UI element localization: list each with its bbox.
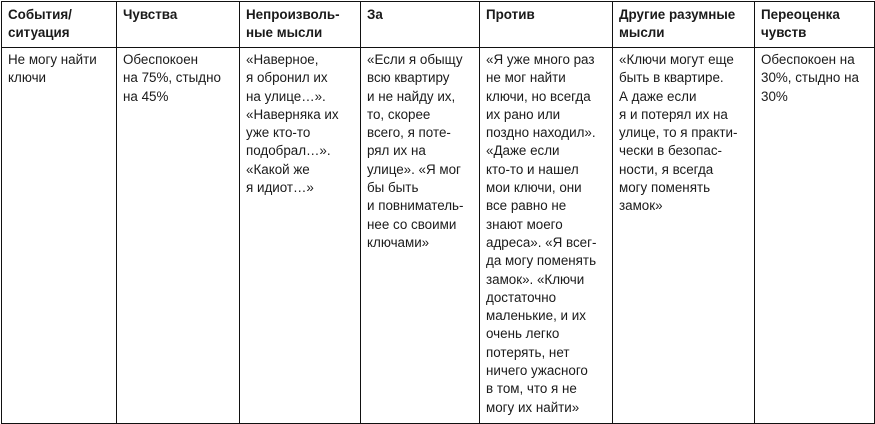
text-line: мои ключи, они [486, 180, 582, 196]
text-line: их рано или [486, 106, 561, 122]
header-automatic-thoughts [240, 2, 361, 48]
text-line: кто-то и нашел [486, 161, 579, 177]
cell-feelings [117, 48, 240, 424]
text-line: поздно находил». [486, 125, 596, 141]
text-line: А даже если [619, 88, 697, 104]
text-line: я и потерял их на [619, 106, 728, 122]
cell-automatic-thoughts [240, 48, 361, 424]
header-row [2, 2, 875, 48]
table-row [2, 48, 875, 424]
text-line: ные мысли [246, 25, 323, 41]
text-line: Непроизволь- [246, 7, 340, 22]
text-line: «Даже если [486, 143, 560, 159]
text-line: нее со своими [367, 216, 457, 232]
text-line: маленькие, и их [486, 308, 586, 324]
text-line: достаточно [486, 289, 557, 305]
header-against [480, 2, 613, 48]
text-line: ключами» [367, 234, 430, 250]
text-line: Обеспокоен [123, 52, 199, 67]
text-line: на улице…». [246, 88, 326, 104]
text-line: адреса». «Я всег- [486, 234, 597, 250]
text-line: замок». «Ключи [486, 271, 585, 287]
text-line: Не могу найти [8, 52, 97, 67]
text-line: потерять, нет [486, 344, 570, 360]
text-line: «Если я обыщу [367, 52, 463, 67]
text-line: и повниматель- [367, 198, 464, 214]
text-line: то, скорее [367, 106, 431, 122]
text-line: ключи, но всегда [486, 88, 591, 104]
cell-alternative-thoughts [613, 48, 755, 424]
text-line: бы быть [367, 180, 419, 196]
header-alternative-thoughts [613, 2, 755, 48]
text-line: Обеспокоен на [761, 52, 855, 67]
text-line: подобрал…». [246, 143, 331, 159]
text-line: «Я уже много раз [486, 52, 595, 67]
text-line: улице, то я практи- [619, 125, 738, 141]
cell-feelings-reassessment [755, 48, 875, 424]
text-line: на 45% [123, 88, 169, 104]
text-line: мысли [619, 25, 665, 41]
header-feelings-reassessment [755, 2, 875, 48]
text-line: чувств [761, 25, 807, 41]
text-line: ситуация [8, 25, 70, 41]
cell-for [361, 48, 480, 424]
text-line: ности, я всегда [619, 161, 714, 177]
text-line: все равно не [486, 198, 567, 214]
text-line: знают моего [486, 216, 563, 232]
cell-against [480, 48, 613, 424]
text-line: Переоценка [761, 7, 840, 22]
text-line: ничего ужасного [486, 363, 588, 379]
text-line: чески в безопас- [619, 143, 722, 159]
text-line: быть в квартире. [619, 70, 724, 86]
header-feelings [117, 2, 240, 48]
text-line: Чувства [123, 7, 178, 22]
text-line: я идиот…» [246, 180, 314, 196]
text-line: очень легко [486, 326, 560, 342]
text-line: За [367, 7, 383, 22]
text-line: уже кто-то [246, 125, 311, 141]
text-line: «Какой же [246, 161, 310, 177]
header-situation [2, 2, 117, 48]
text-line: да могу поменять [486, 253, 597, 269]
text-line: «Наверное, [246, 52, 319, 67]
text-line: 30% [761, 88, 788, 104]
header-for [361, 2, 480, 48]
text-line: всю квартиру [367, 70, 450, 86]
text-line: замок» [619, 198, 663, 214]
text-line: рял их на [367, 143, 426, 159]
text-line: 30%, стыдно на [761, 70, 859, 86]
text-line: в том, что я не [486, 381, 577, 397]
text-line: не мог найти [486, 70, 566, 86]
text-line: и не найду их, [367, 88, 456, 104]
text-line: «Ключи могут еще [619, 52, 734, 67]
text-line: могу поменять [619, 180, 711, 196]
text-line: всего, я поте- [367, 125, 451, 141]
text-line: на 75%, стыдно [123, 70, 221, 86]
text-line: ключи [8, 70, 47, 86]
text-line: улице». «Я мог [367, 161, 461, 177]
text-line: я обронил их [246, 70, 328, 86]
text-line: «Наверняка их [246, 106, 339, 122]
text-line: Против [486, 7, 535, 22]
text-line: могу их найти» [486, 399, 580, 415]
thought-record-table [1, 1, 875, 424]
cell-situation [2, 48, 117, 424]
text-line: События/ [8, 7, 72, 22]
text-line: Другие разумные [619, 7, 736, 22]
